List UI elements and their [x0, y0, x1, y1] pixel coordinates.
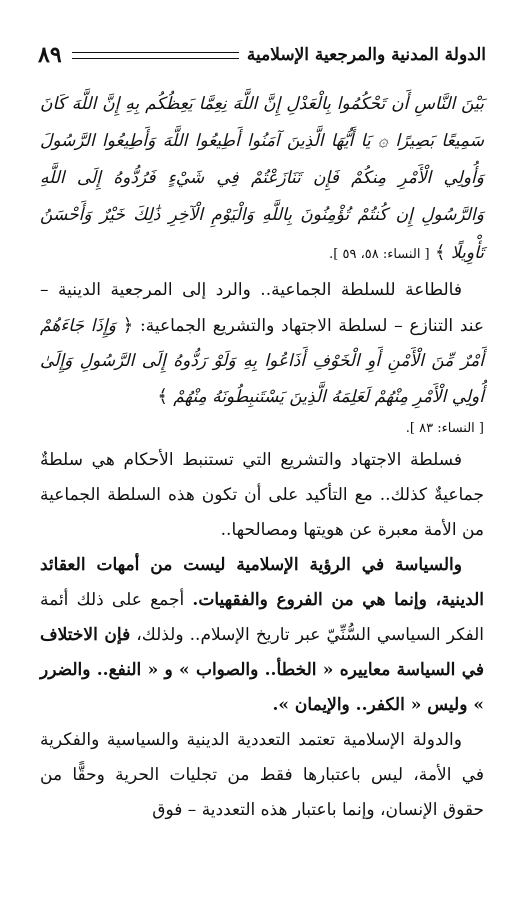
- verse-close-brace: ﴾: [435, 242, 446, 263]
- verse-reference: [ النساء: ٥٨، ٥٩ ].: [329, 247, 430, 262]
- verse-text: بَيْنَ النَّاسِ أَن تَحْكُمُوا بِالْعَدْلِ إِنَّ اللَّهَ نِعِمَّا يَعِظُكُم بِهِ إِنَّ اللَّهَ كَانَ سَمِيعًا بَصِيرًا ۞ يَا أَيُّهَا الَّذِينَ آمَنُوا أَطِيعُوا اللَّهَ وَأَطِيعُوا الرَّسُولَ وَأُولِي الْأَمْرِ مِنكُمْ فَإِن تَنَازَعْتُمْ فِي شَيْءٍ فَرُدُّوهُ إِلَى اللَّهِ وَالرَّسُولِ إِن كُنتُمْ تُؤْمِنُونَ بِاللَّهِ وَالْيَوْمِ الْآخِرِ ذَٰلِكَ خَيْرٌ وَأَحْسَنُ تَأْوِيلًا: [40, 94, 484, 263]
- verse-open-brace: ﴿: [122, 315, 134, 336]
- paragraph-ijtihad: فسلطة الاجتهاد والتشريع التي تستنبط الأحكام هي سلطةٌ جماعيةٌ كذلك.. مع التأكيد على أن تكون هذه السلطة الجماعية من الأمة معبرة عن هويتها ومصالحها..: [40, 450, 484, 540]
- page-header: [38, 38, 486, 72]
- quran-verse-continued: [40, 86, 484, 273]
- paragraph-pluralism: والدولة الإسلامية تعتمد التعددية الدينية والسياسية والفكرية في الأمة، ليس باعتبارها فقط من تجليات الحرية وحقًّا من حقوق الإنسان، وإنما باعتبار هذه التعددية – فوق: [40, 730, 484, 820]
- bold-text: والسياسة في الرؤية الإسلامية ليست من أمهات العقائد الدينية، وإنما هي من الفروع والفقهيات.: [40, 555, 484, 610]
- verse-close-brace: ﴾: [157, 386, 168, 407]
- verse-text: وَإِذَا جَاءَهُمْ أَمْرٌ مِّنَ الْأَمْنِ أَوِ الْخَوْفِ أَذَاعُوا بِهِ وَلَوْ رَدُّوهُ إِلَى الرَّسُولِ وَإِلَىٰ أُولِي الْأَمْرِ مِنْهُمْ لَعَلِمَهُ الَّذِينَ يَسْتَنبِطُونَهُ مِنْهُمْ: [40, 316, 484, 407]
- page-number: ٨٩: [38, 42, 62, 68]
- paragraph-text: فالطاعة للسلطة الجماعية.. والرد إلى المرجعية الدينية – عند التنازع – لسلطة الاجتهاد والتشريع الجماعية:: [40, 280, 485, 336]
- paragraph-obedience: [40, 273, 484, 415]
- paragraph-politics: [40, 548, 484, 723]
- plain-text: أجمع على ذلك أئمة الفكر السياسي السُّنِّيّ عبر تاريخ الإسلام.. ولذلك،: [40, 590, 484, 645]
- page-body: [40, 86, 484, 828]
- bold-text: فإن الاختلاف في السياسة معاييره « الخطأ.. والصواب » و « النفع.. والضرر » وليس « الكفر.. والإيمان ».: [40, 625, 484, 715]
- verse-reference: [ النساء: ٨٣ ].: [405, 421, 484, 436]
- header-rule: [72, 52, 239, 59]
- running-title: الدولة المدنية والمرجعية الإسلامية: [246, 45, 486, 65]
